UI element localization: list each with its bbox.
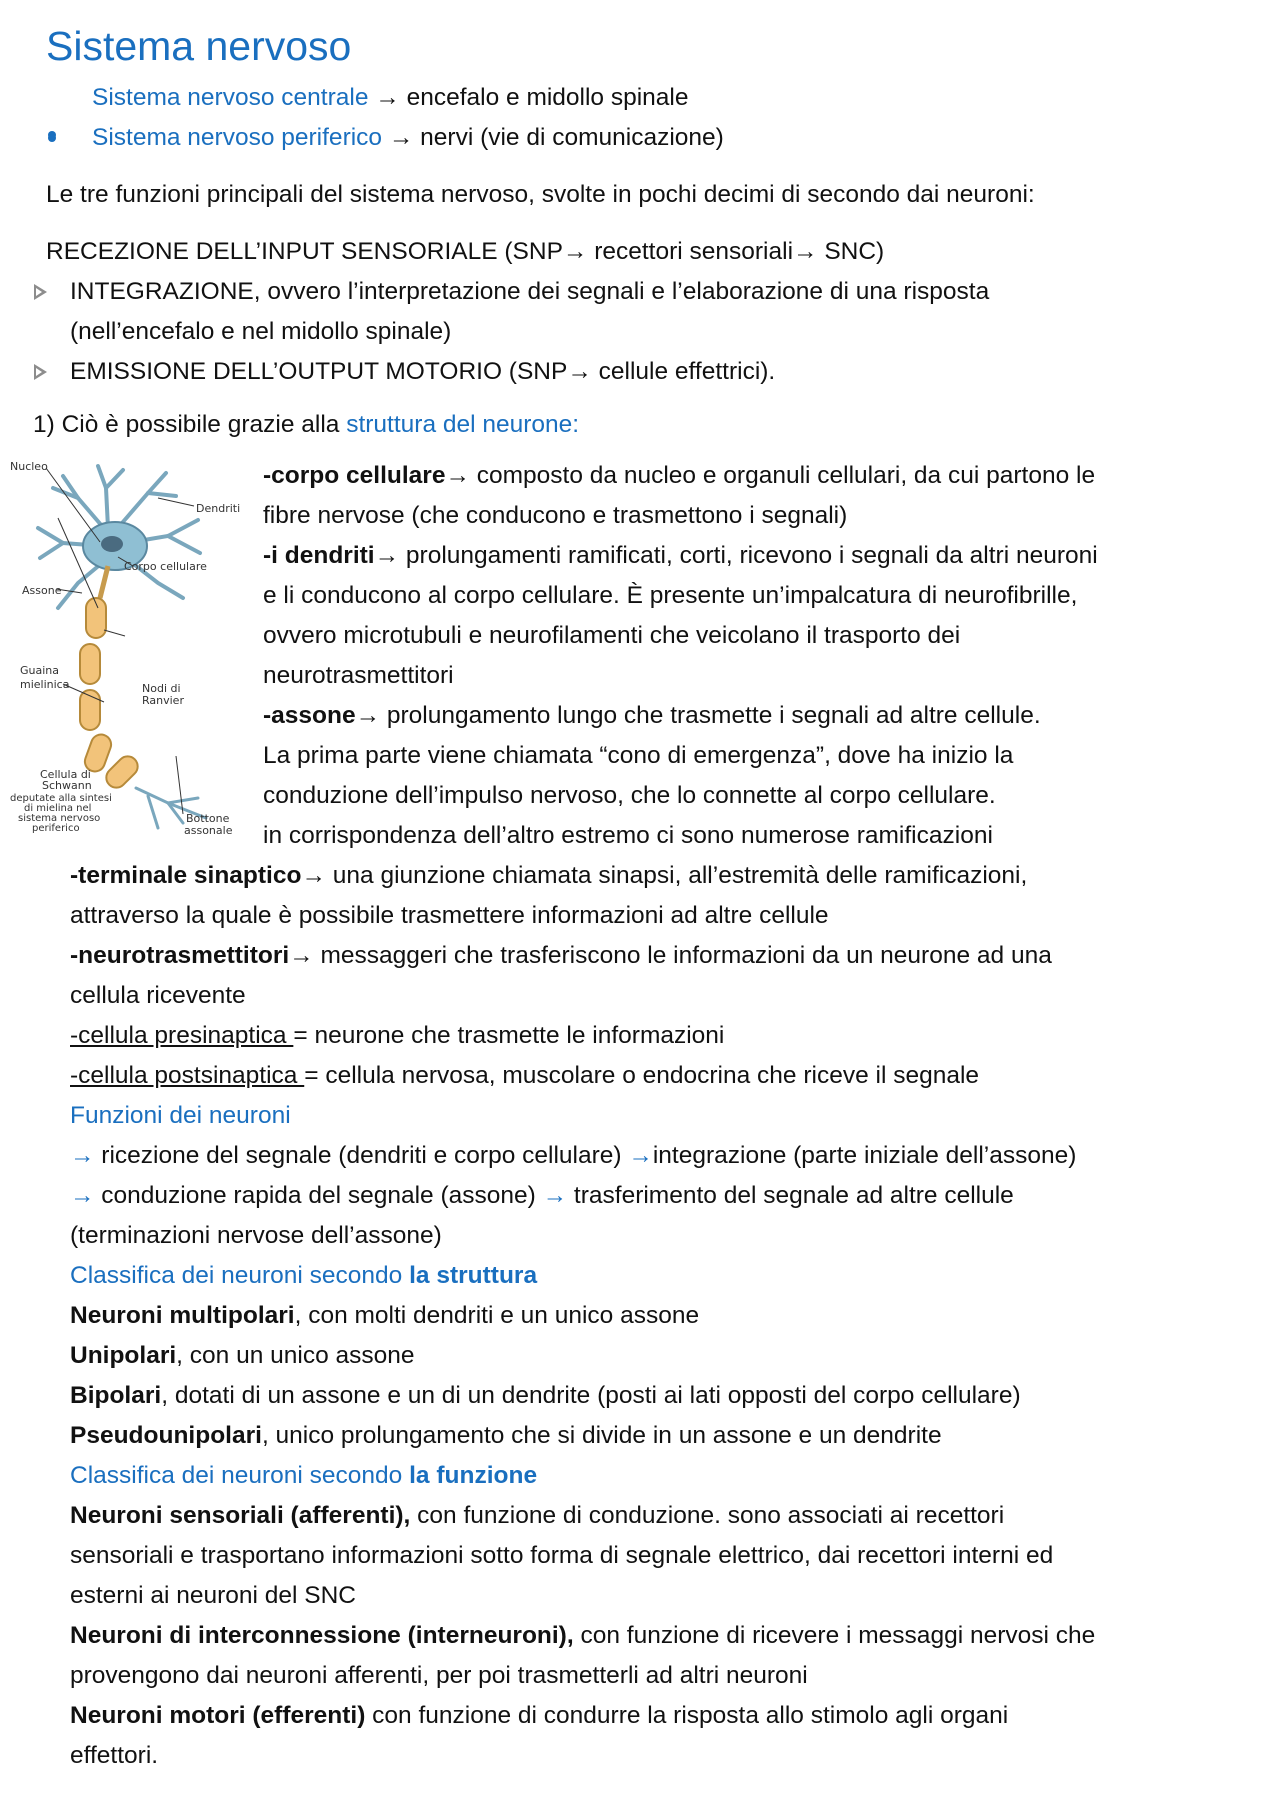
arrow-icon: →	[445, 462, 470, 489]
part-assone	[263, 696, 1041, 736]
function-integration-cont: (nell’encefalo e nel midollo spinale)	[70, 318, 452, 345]
axon-hillock	[100, 566, 108, 598]
text: conduzione rapida del segnale (assone)	[94, 1182, 543, 1209]
funzione-sensoriali-cont: sensoriali e trasportano informazioni sotto forma di segnale elettrico, dai recettori interni ed	[70, 1542, 1054, 1569]
label-assone: Assone	[22, 584, 62, 597]
text: una giunzione chiamata sinapsi, all’estremità delle ramificazioni,	[325, 862, 1028, 889]
intro-text: Le tre funzioni principali del sistema nervoso, svolte in pochi decimi di secondo dai neuroni:	[46, 181, 1035, 208]
arrow-icon: →	[355, 702, 381, 729]
function-reception	[46, 232, 884, 272]
term: Neuroni motori (efferenti)	[70, 1702, 366, 1729]
funzioni-line-3: (terminazioni nervose dell’assone)	[70, 1222, 442, 1249]
term: Neuroni multipolari	[70, 1302, 295, 1329]
label-guaina-2: mielinica	[20, 678, 70, 691]
struttura-item	[70, 1336, 415, 1376]
term: -assone	[263, 702, 356, 729]
funzioni-heading: Funzioni dei neuroni	[70, 1102, 291, 1129]
text: ricezione del segnale (dendriti e corpo cellulare)	[94, 1142, 629, 1169]
text: prolungamenti ramificati, corti, ricevono i segnali da altri neuroni	[399, 542, 1098, 569]
funzione-heading	[70, 1456, 537, 1496]
funzione-sensoriali-cont: esterni ai neuroni del SNC	[70, 1582, 356, 1609]
term: Unipolari	[70, 1342, 177, 1369]
label-schwann-1: Cellula di	[40, 768, 91, 781]
arrow-icon: →	[301, 862, 326, 889]
label-corpo: Corpo cellulare	[124, 560, 207, 573]
part-neurotrasmettitori	[70, 936, 1052, 976]
nucleus	[101, 536, 123, 552]
term: Pseudounipolari	[70, 1422, 262, 1449]
arrow-icon: →	[628, 1142, 653, 1169]
text: = cellula nervosa, muscolare o endocrina che riceve il segnale	[304, 1062, 980, 1089]
bullet-term: Sistema nervoso periferico	[92, 124, 383, 151]
text: prolungamento lungo che trasmette i segnali ad altre cellule.	[380, 702, 1041, 729]
arrow-icon: →	[70, 1142, 95, 1169]
term: Neuroni di interconnessione (interneuroni),	[70, 1622, 574, 1649]
funzione-motori-cont: effettori.	[70, 1742, 159, 1769]
part-terminale-cont: attraverso la quale è possibile trasmettere informazioni ad altre cellule	[70, 902, 829, 929]
text: SNC)	[817, 238, 885, 265]
text: RECEZIONE DELL’INPUT SENSORIALE (SNP	[46, 238, 563, 265]
part-neurotrasmettitori-cont: cellula ricevente	[70, 982, 246, 1009]
bullet-snc	[92, 78, 689, 118]
label-schwann-2: Schwann	[42, 779, 92, 792]
part-presinaptica	[70, 1016, 724, 1056]
funzione-interneuroni-cont: provengono dai neuroni afferenti, per poi trasmetterli ad altri neuroni	[70, 1662, 808, 1689]
part-assone-cont: conduzione dell’impulso nervoso, che lo connette al corpo cellulare.	[263, 782, 996, 809]
label-guaina-1: Guaina	[20, 664, 60, 677]
arrow-icon: →	[375, 84, 400, 111]
triangle-bullet-icon	[34, 364, 47, 380]
arrow-icon: →	[542, 1182, 568, 1209]
text: cellule effettrici).	[591, 358, 776, 385]
label-nodi-1: Nodi di	[142, 682, 181, 695]
text: composto da nucleo e organuli cellulari, da cui partono le	[469, 462, 1096, 489]
part-dendriti-cont: neurotrasmettitori	[263, 662, 454, 689]
text: la struttura	[409, 1262, 538, 1289]
part-terminale	[70, 856, 1027, 896]
page-title: Sistema nervoso	[46, 23, 352, 69]
label-schwann-3: deputate alla sintesi	[10, 793, 112, 804]
label-schwann-6: periferico	[32, 823, 80, 834]
term: -cellula postsinaptica	[70, 1062, 305, 1089]
arrow-icon: →	[70, 1182, 95, 1209]
text: , dotati di un assone e un di un dendrite (posti ai lati opposti del corpo cellulare)	[161, 1382, 1021, 1409]
arrow-icon: →	[562, 238, 588, 265]
part-dendriti-cont: e li conducono al corpo cellulare. È presente un’impalcatura di neurofibrille,	[263, 582, 1078, 609]
funzione-interneuroni	[70, 1616, 1095, 1656]
funzioni-line-2	[70, 1176, 1014, 1216]
struttura-heading	[70, 1256, 537, 1296]
text: EMISSIONE DELL’OUTPUT MOTORIO (SNP	[70, 358, 568, 385]
part-corpo-cont: fibre nervose (che conducono e trasmettono i segnali)	[263, 502, 848, 529]
text: la funzione	[409, 1462, 538, 1489]
text: , con un unico assone	[176, 1342, 415, 1369]
funzione-sensoriali	[70, 1496, 1004, 1536]
funzioni-line-1	[70, 1136, 1076, 1176]
label-bottone-1: Bottone	[186, 812, 230, 825]
bullet-snp	[92, 118, 724, 158]
arrow-icon: →	[289, 942, 314, 969]
arrow-icon: →	[374, 542, 400, 569]
struttura-item	[70, 1296, 699, 1336]
label-bottone-2: assonale	[184, 824, 233, 837]
term: Neuroni sensoriali (afferenti),	[70, 1502, 411, 1529]
function-emission	[70, 352, 775, 392]
text: con funzione di condurre la risposta allo stimolo agli organi	[365, 1702, 1009, 1729]
text: 1) Ciò è possibile grazie alla	[33, 411, 347, 438]
bullet-term: Sistema nervoso centrale	[92, 84, 369, 111]
term: -corpo cellulare	[263, 462, 446, 489]
part-postsinaptica	[70, 1056, 979, 1096]
text: , con molti dendriti e un unico assone	[294, 1302, 700, 1329]
myelin-sheath	[80, 598, 142, 792]
part-assone-cont: La prima parte viene chiamata “cono di emergenza”, dove ha inizio la	[263, 742, 1014, 769]
bullet-dot	[48, 134, 56, 142]
function-integration: INTEGRAZIONE, ovvero l’interpretazione dei segnali e l’elaborazione di una risposta	[70, 278, 990, 305]
part-dendriti-cont: ovvero microtubuli e neurofilamenti che veicolano il trasporto dei	[263, 622, 961, 649]
arrow-icon: →	[567, 358, 592, 385]
part-corpo	[263, 456, 1095, 496]
arrow-icon: →	[793, 238, 818, 265]
bullet-text: nervi (vie di comunicazione)	[413, 124, 724, 151]
text: trasferimento del segnale ad altre cellule	[567, 1182, 1014, 1209]
text: con funzione di ricevere i messaggi nervosi che	[573, 1622, 1096, 1649]
term: Bipolari	[70, 1382, 162, 1409]
neuron-diagram	[8, 458, 248, 846]
part-assone-cont: in corrispondenza dell’altro estremo ci sono numerose ramificazioni	[263, 822, 993, 849]
arrow-icon: →	[388, 124, 414, 151]
triangle-bullet-icon	[34, 284, 47, 300]
structure-link: struttura del neurone:	[346, 411, 580, 438]
struttura-item	[70, 1376, 1021, 1416]
label-nucleo: Nucleo	[10, 460, 48, 473]
label-nodi-2: Ranvier	[142, 694, 184, 707]
text: messaggeri che trasferiscono le informazioni da un neurone ad una	[313, 942, 1052, 969]
text: Classifica dei neuroni secondo	[70, 1262, 410, 1289]
term: -cellula presinaptica	[70, 1022, 294, 1049]
label-dendriti: Dendriti	[196, 502, 241, 515]
term: -i dendriti	[263, 542, 375, 569]
structure-line	[33, 405, 579, 445]
struttura-item	[70, 1416, 942, 1456]
term: -neurotrasmettitori	[70, 942, 290, 969]
label-schwann-5: sistema nervoso	[18, 813, 101, 824]
text: , unico prolungamento che si divide in un assone e un dendrite	[261, 1422, 942, 1449]
bullet-text: encefalo e midollo spinale	[399, 84, 689, 111]
term: -terminale sinaptico	[70, 862, 302, 889]
text: con funzione di conduzione. sono associati ai recettori	[410, 1502, 1005, 1529]
text: integrazione (parte iniziale dell’assone)	[652, 1142, 1077, 1169]
text: recettori sensoriali	[587, 238, 794, 265]
text: Classifica dei neuroni secondo	[70, 1462, 410, 1489]
text: = neurone che trasmette le informazioni	[293, 1022, 725, 1049]
funzione-motori	[70, 1696, 1008, 1736]
part-dendriti	[263, 536, 1098, 576]
label-schwann-4: di mielina nel	[24, 803, 92, 814]
